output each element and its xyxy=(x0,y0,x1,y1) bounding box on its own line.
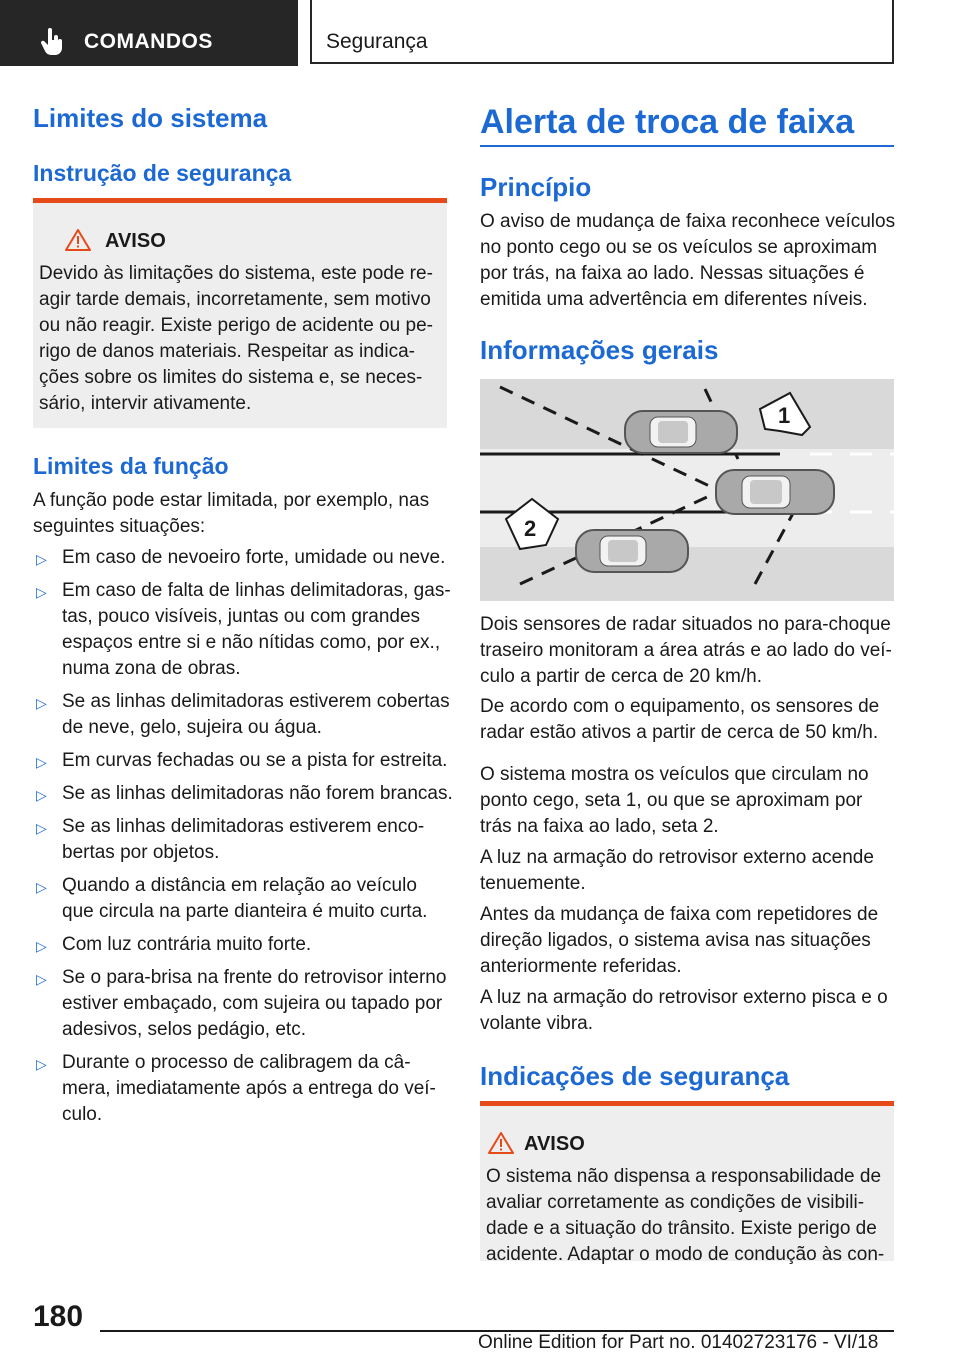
car-icon xyxy=(716,470,834,514)
list-item: ▷ Durante o processo de calibragem da câ- mera, imediatamente após a entrega do veí- culo. xyxy=(36,1052,436,1125)
lane-change-figure xyxy=(480,379,894,601)
list-item: ▷ Se as linhas delimitadoras estiverem cobertas de neve, gelo, sujeira ou água. xyxy=(36,691,450,738)
bullet-triangle-icon: ▷ xyxy=(36,551,47,567)
heading-general-info: Informações gerais xyxy=(480,335,719,365)
principle-text: O aviso de mudança de faixa reconhece veículos no ponto cego ou se os veículos se aproximam por trás, na faixa ao lado. Nessas situações é emitida uma advertência em diferentes níveis. xyxy=(480,211,896,310)
warning-title: AVISO xyxy=(105,230,166,252)
heading-principle: Princípio xyxy=(480,172,592,202)
function-intro: A função pode estar limitada, por exemplo, nas seguintes situações: xyxy=(33,490,430,537)
heading-system-limits: Limites do sistema xyxy=(33,103,268,133)
hand-pointer-icon xyxy=(40,28,66,56)
bullet-triangle-icon: ▷ xyxy=(36,584,47,600)
page-number: 180 xyxy=(33,1300,84,1333)
heading-function-limits: Limites da função xyxy=(33,453,229,479)
bullet-triangle-icon: ▷ xyxy=(36,754,47,770)
footer-edition: Online Edition for Part no. 01402723176 - VI/18 xyxy=(478,1332,879,1353)
bullet-triangle-icon: ▷ xyxy=(36,787,47,803)
warning-title: AVISO xyxy=(524,1133,585,1155)
arrow-2-label: 2 xyxy=(524,516,537,541)
bullet-triangle-icon: ▷ xyxy=(36,695,47,711)
warning-triangle-icon xyxy=(65,229,91,251)
list-item: ▷ Em caso de nevoeiro forte, umidade ou neve. xyxy=(33,545,453,571)
sensor-text: Dois sensores de radar situados no para-choque traseiro monitoram a área atrás e ao lado do veí- culo a partir de cerca de 20 km/h. xyxy=(480,614,892,687)
warning-box-right xyxy=(480,1101,894,1265)
heading-safety-instruction: Instrução de segurança xyxy=(33,160,292,186)
arrow-1-label: 1 xyxy=(778,403,791,428)
mirror-light-text: A luz na armação do retrovisor externo acende tenuemente. xyxy=(480,847,874,894)
bullet-triangle-icon: ▷ xyxy=(36,971,47,987)
list-item: ▷ Quando a distância em relação ao veículo que circula na parte dianteira é muito curta. xyxy=(36,875,428,922)
indicator-text: Antes da mudança de faixa com repetidores de direção ligados, o sistema avisa nas situações anteriormente referidas. xyxy=(480,904,879,977)
warning-box-left xyxy=(33,198,447,428)
list-item: ▷ Se as linhas delimitadoras não forem brancas. xyxy=(33,781,453,807)
bullet-triangle-icon: ▷ xyxy=(36,938,47,954)
bullet-triangle-icon: ▷ xyxy=(36,820,47,836)
header-tab-label: COMANDOS xyxy=(84,30,213,53)
list-item: ▷ Em curvas fechadas ou se a pista for estreita. xyxy=(33,748,453,774)
bullet-triangle-icon: ▷ xyxy=(36,879,47,895)
title-rule xyxy=(480,145,894,147)
mirror-flash-text: A luz na armação do retrovisor externo pisca e o volante vibra. xyxy=(480,987,888,1034)
page-title: Alerta de troca de faixa xyxy=(480,103,855,141)
warning-text: Devido às limitações do sistema, este pode re- agir tarde demais, incorretamente, sem motivo ou não reagir. Existe perigo de acidente ou pe- rigo de danos materiais. Respeitar as indica- ções sobre os limites do sistema e, se neces- sário, intervir ativamente. xyxy=(39,263,433,414)
bullet-triangle-icon: ▷ xyxy=(36,1056,47,1072)
limitation-list xyxy=(33,545,453,1135)
warning-text: O sistema não dispensa a responsabilidade de avaliar corretamente as condições de visibili- dade e a situação do trânsito. Existe perigo de acidente. Adaptar o modo de condução às con- xyxy=(486,1166,885,1265)
heading-safety-notes: Indicações de segurança xyxy=(480,1061,790,1091)
list-item: ▷ Com luz contrária muito forte. xyxy=(33,932,453,958)
list-item: ▷ Se as linhas delimitadoras estiverem enco- bertas por objetos. xyxy=(36,816,425,863)
list-item: ▷ Em caso de falta de linhas delimitadoras, gas- tas, pouco visíveis, juntas ou com grandes espaços entre si e não nítidas como, por ex., numa zona de obras. xyxy=(36,580,451,679)
warning-triangle-icon xyxy=(488,1132,514,1154)
list-item: ▷ Se o para-brisa na frente do retrovisor interno estiver embaçado, com sujeira ou tapado por adesivos, selos pedágio, etc. xyxy=(36,967,447,1040)
equipment-text: De acordo com o equipamento, os sensores de radar estão ativos a partir de cerca de 50 km/h. xyxy=(480,696,880,743)
display-text: O sistema mostra os veículos que circulam no ponto cego, seta 1, ou que se aproximam por trás na faixa ao lado, seta 2. xyxy=(480,764,869,837)
header-section-title: Segurança xyxy=(326,30,428,53)
car-icon xyxy=(576,530,688,572)
car-icon xyxy=(625,411,737,453)
